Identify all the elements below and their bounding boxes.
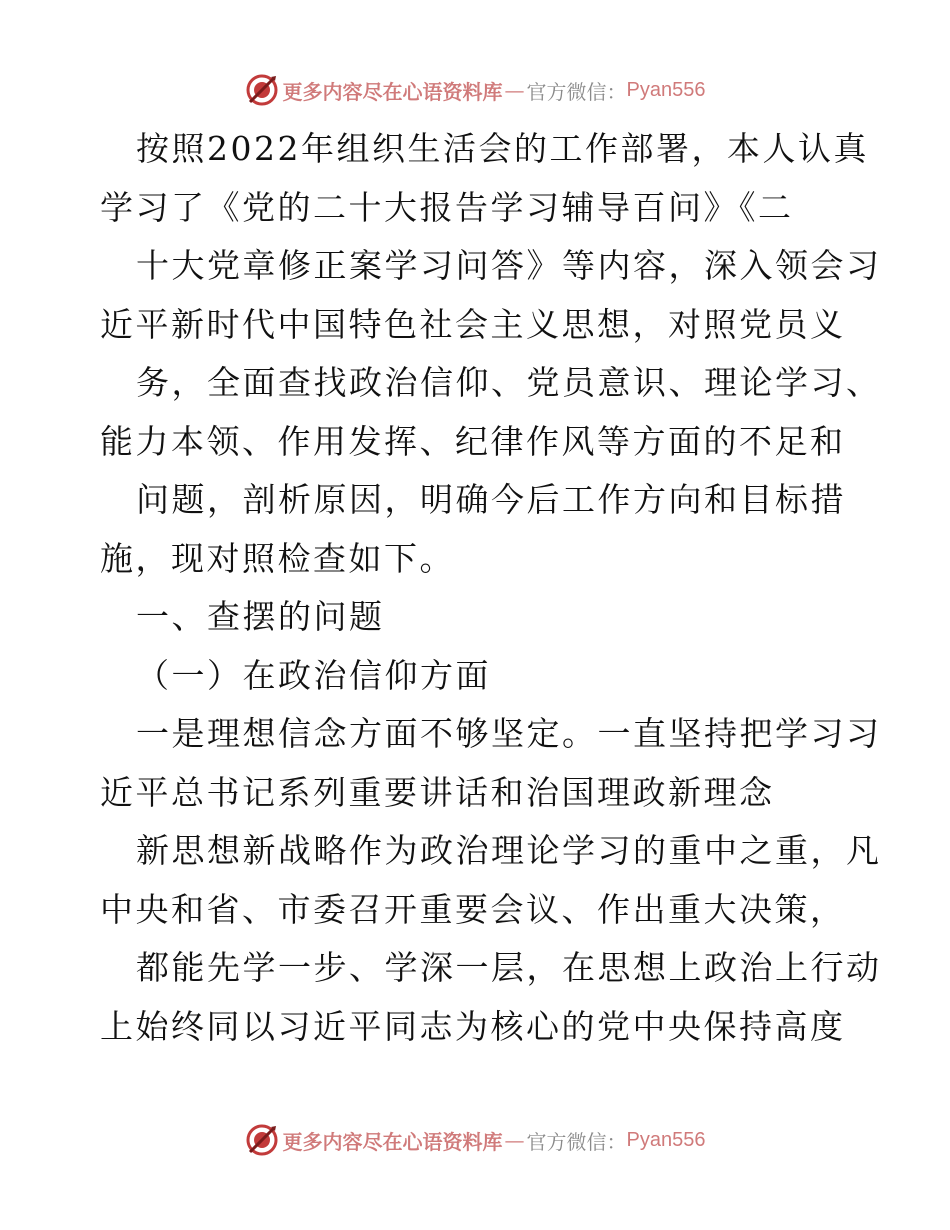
text-line: 按照2022年组织生活会的工作部署，本人认真 [136,129,869,168]
text-line: 都能先学一步、学深一层，在思想上政治上行动 [136,948,882,987]
text-line: 中央和省、市委召开重要会议、作出重大决策， [100,889,846,929]
watermark-dash: — [504,1128,525,1152]
watermark-dash: — [504,78,525,102]
brand-logo-icon [245,73,279,107]
text-line: 施，现对照检查如下。 [100,538,455,578]
header-watermark [0,70,950,110]
text-line: 学习了《党的二十大报告学习辅导百问》《二 [100,187,794,227]
document-body [100,120,882,1056]
text-line: 近平新时代中国特色社会主义思想，对照党员义 [100,304,846,344]
text-line: 上始终同以习近平同志为核心的党中央保持高度 [100,1006,846,1046]
text-line: 一、查摆的问题 [136,597,385,636]
text-line: 新思想新战略作为政治理论学习的重中之重，凡 [136,831,882,870]
watermark-wechat-label: 官方微信： [526,79,627,104]
brand-logo-icon [245,1123,279,1157]
watermark-wechat-id: Pyan556 [626,1128,706,1151]
text-line: （一）在政治信仰方面 [136,655,491,695]
footer-watermark [0,1120,950,1160]
text-line: 问题，剖析原因，明确今后工作方向和目标措 [136,480,846,519]
text-line: 近平总书记系列重要讲话和治国理政新理念 [100,772,775,812]
text-line: 能力本领、作用发挥、纪律作风等方面的不足和 [100,421,846,461]
text-line: 一是理想信念方面不够坚定。一直坚持把学习习 [136,714,882,753]
text-line: 十大党章修正案学习问答》等内容，深入领会习 [136,246,882,285]
watermark-brand-text: 更多内容尽在心语资料库 [282,1129,503,1154]
watermark-brand-text: 更多内容尽在心语资料库 [282,79,503,104]
watermark-wechat-label: 官方微信： [526,1129,627,1154]
text-line: 务，全面查找政治信仰、党员意识、理论学习、 [136,363,882,402]
watermark-wechat-id: Pyan556 [626,78,706,101]
